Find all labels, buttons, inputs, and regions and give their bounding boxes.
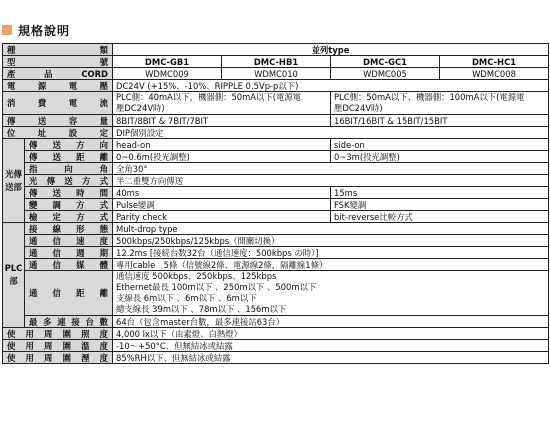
table-row (3, 127, 549, 139)
cell-value: 8BIT/8BIT & 7BIT/7BIT (113, 115, 331, 127)
section-title: 規格說明 (18, 23, 71, 38)
row-label: 型號 (3, 56, 113, 68)
product-code: WDMC010 (222, 68, 331, 80)
product-code: WDMC008 (440, 68, 549, 80)
row-label: 檢定方式 (25, 211, 113, 223)
cell-value: Parity check (113, 211, 331, 223)
cell-value: 12.2ms [接続台数32台（通信速度：500kbps の時）] (113, 247, 549, 259)
table-row (3, 92, 549, 115)
row-label: 使用周圍照度 (3, 328, 113, 340)
row-label: 使用周圍溫度 (3, 340, 113, 352)
row-label: 電源電壓 (3, 80, 113, 92)
table-row (3, 316, 549, 328)
table-row (3, 352, 549, 364)
row-label: 通信媒體 (25, 259, 113, 271)
cell-value: Mult-drop type (113, 223, 549, 235)
cell-value: 半二重雙方向傳送 (113, 175, 549, 187)
product-code: WDMC009 (113, 68, 222, 80)
cell-value: head-on (113, 139, 331, 151)
cell-line: 總支線長 39m以下 、78m以下 、156m以下 (116, 304, 287, 314)
row-label: 傳送容量 (3, 115, 113, 127)
cell-value: FSK變調 (331, 199, 549, 211)
cell-value: 16BIT/16BIT & 15BIT/15BIT (331, 115, 549, 127)
table-row (3, 68, 549, 80)
cell-value: DIP個別設定 (113, 127, 549, 139)
row-label: 消費電流 (3, 92, 113, 115)
table-row (3, 139, 549, 151)
series-name: 並列type (113, 44, 549, 56)
table-row (3, 187, 549, 199)
table-row (3, 56, 549, 68)
cell-value: 40ms (113, 187, 331, 199)
cell-line: 壓DC24V時) (334, 103, 383, 113)
table-row (3, 223, 549, 235)
row-label: 接線形態 (25, 223, 113, 235)
model-name: DMC-HC1 (440, 56, 549, 68)
row-label: 最多連接台數 (25, 316, 113, 328)
table-row (3, 259, 549, 271)
cell-line: Ethernet最長 100m以下 、250m以下 、500m以下 (116, 282, 317, 292)
row-label: 光傳送方式 (25, 175, 113, 187)
cell-value (113, 271, 549, 316)
cell-value: 500kbps/250kbps/125kbps（開關切換） (113, 235, 549, 247)
cell-value: Pulse變調 (113, 199, 331, 211)
table-row (3, 199, 549, 211)
row-label: 傳送時間 (25, 187, 113, 199)
cell-value: DC24V (+15%、-10%、RIPPLE 0.5Vp-p以下) (113, 80, 549, 92)
cell-line: PLC側：50mA以下、機器側：100mA以下(電源電 (334, 92, 525, 102)
row-label: 種類 (3, 44, 113, 56)
product-code: WDMC005 (331, 68, 440, 80)
table-row (3, 44, 549, 56)
table-row (3, 235, 549, 247)
table-row (3, 80, 549, 92)
row-label: 指向角 (25, 163, 113, 175)
table-row (3, 247, 549, 259)
cell-value (331, 92, 549, 115)
cell-value: 15ms (331, 187, 549, 199)
row-label: 通信距離 (25, 271, 113, 316)
model-name: DMC-HB1 (222, 56, 331, 68)
cell-value: 4,000 lx以下（由素燈、白熱燈） (113, 328, 549, 340)
cell-value: -10～+50°C、但無結冰或結露 (113, 340, 549, 352)
table-row (3, 175, 549, 187)
row-label: 通信速度 (25, 235, 113, 247)
row-label: 變調方式 (25, 199, 113, 211)
model-name: DMC-GC1 (331, 56, 440, 68)
spec-table (2, 43, 549, 364)
table-row (3, 151, 549, 163)
cell-value: 64台（包含master台數，最多連接站63台） (113, 316, 549, 328)
table-row (3, 271, 549, 316)
table-row (3, 163, 549, 175)
table-row (3, 115, 549, 127)
square-bullet-icon (2, 25, 12, 35)
cell-value: 0~0.6m(投光調整) (113, 151, 331, 163)
cell-line: 壓DC24V時) (116, 103, 165, 113)
table-row (3, 211, 549, 223)
row-label: 傳送距離 (25, 151, 113, 163)
row-label: 通信週期 (25, 247, 113, 259)
row-label: 產品CORD (3, 68, 113, 80)
section-header (2, 22, 70, 38)
group-label-plc: PLC部 (3, 223, 25, 328)
row-label: 使用周圍溼度 (3, 352, 113, 364)
row-label: 傳送方向 (25, 139, 113, 151)
cell-value (113, 92, 331, 115)
table-row (3, 340, 549, 352)
cell-line: 通信速度 500kbps、250kbps、125kbps (116, 271, 277, 281)
cell-value: 全角30° (113, 163, 549, 175)
row-label: 位址設定 (3, 127, 113, 139)
model-name: DMC-GB1 (113, 56, 222, 68)
cell-value: 85%RH以下、但無結冰或結露 (113, 352, 549, 364)
cell-line: PLC側：40mA以下，機器側：50mA以下(電源電 (116, 92, 302, 102)
group-label-optical: 光傳送部 (3, 139, 25, 223)
cell-value: side-on (331, 139, 549, 151)
cell-value: 專用cable 5條（信號線2條、電源線2條，隔離線1條） (113, 259, 549, 271)
cell-value: 0~3m(投光調整) (331, 151, 549, 163)
cell-value: bit-reverse比較方式 (331, 211, 549, 223)
table-row (3, 328, 549, 340)
cell-line: 支線長 6m以下 、6m以下 、6m以下 (116, 293, 257, 303)
